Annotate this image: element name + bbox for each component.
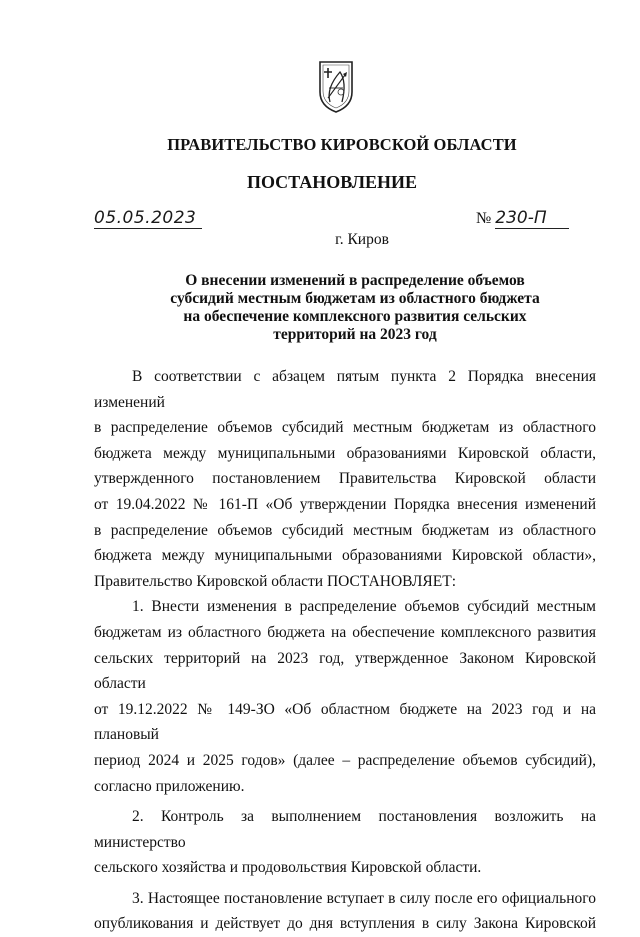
body-line: от 19.04.2022 № 161-П «Об утверждении Порядка внесения изменений (94, 495, 596, 513)
kirov-coat-of-arms-icon (316, 58, 356, 114)
document-number (476, 208, 569, 229)
body-line: 3. Настоящее постановление вступает в силу после его официального (132, 889, 596, 907)
body-line: согласно приложению. (94, 777, 245, 795)
body-line: Правительство Кировской области ПОСТАНОВЛЯЕТ: (94, 572, 457, 590)
title-line: О внесении изменений в распределение объемов (185, 272, 525, 289)
number-value: 230-П (495, 208, 569, 229)
city: г. Киров (335, 231, 389, 248)
document-body (94, 364, 596, 937)
body-line: сельского хозяйства и продовольствия Кировской области. (94, 859, 482, 877)
document-type: ПОСТАНОВЛЕНИЕ (246, 172, 418, 192)
body-line: в распределение объемов субсидий местным бюджетам из областного (94, 419, 596, 437)
government-name: ПРАВИТЕЛЬСТВО КИРОВСКОЙ ОБЛАСТИ (167, 135, 517, 154)
body-line: от 19.12.2022 № 149-ЗО «Об областном бюджете на 2023 год и на плановый (94, 700, 596, 744)
body-line: 1. Внести изменения в распределение объемов субсидий местным (132, 598, 596, 616)
document-date: 05.05.2023 (94, 208, 202, 229)
body-line: сельских территорий на 2023 год, утвержденное Законом Кировской области (94, 649, 596, 693)
body-line: утвержденного постановлением Правительства Кировской области (94, 470, 596, 488)
body-line: бюджета между муниципальными образованиями Кировской области», (94, 547, 596, 565)
body-line: В соответствии с абзацем пятым пункта 2 Порядка внесения изменений (94, 368, 596, 411)
body-line: период 2024 и 2025 годов» (далее – распределение объемов субсидий), (94, 751, 596, 769)
body-line: бюджета между муниципальными образованиями Кировской области, (94, 444, 596, 462)
body-line: бюджетам из областного бюджета на обеспечение комплексного развития (94, 623, 596, 641)
body-line: в распределение объемов субсидий местным бюджетам из областного (94, 521, 596, 539)
title-line: на обеспечение комплексного развития сельских (183, 308, 527, 325)
body-line: 2. Контроль за выполнением постановления возложить на министерство (94, 808, 596, 851)
number-sign: № (476, 210, 492, 227)
body-line: опубликования и действует до дня вступления в силу Закона Кировской (94, 915, 596, 933)
title-line: субсидий местным бюджетам из областного бюджета (170, 290, 540, 307)
document-title (150, 272, 560, 344)
title-line: территорий на 2023 год (273, 326, 437, 343)
